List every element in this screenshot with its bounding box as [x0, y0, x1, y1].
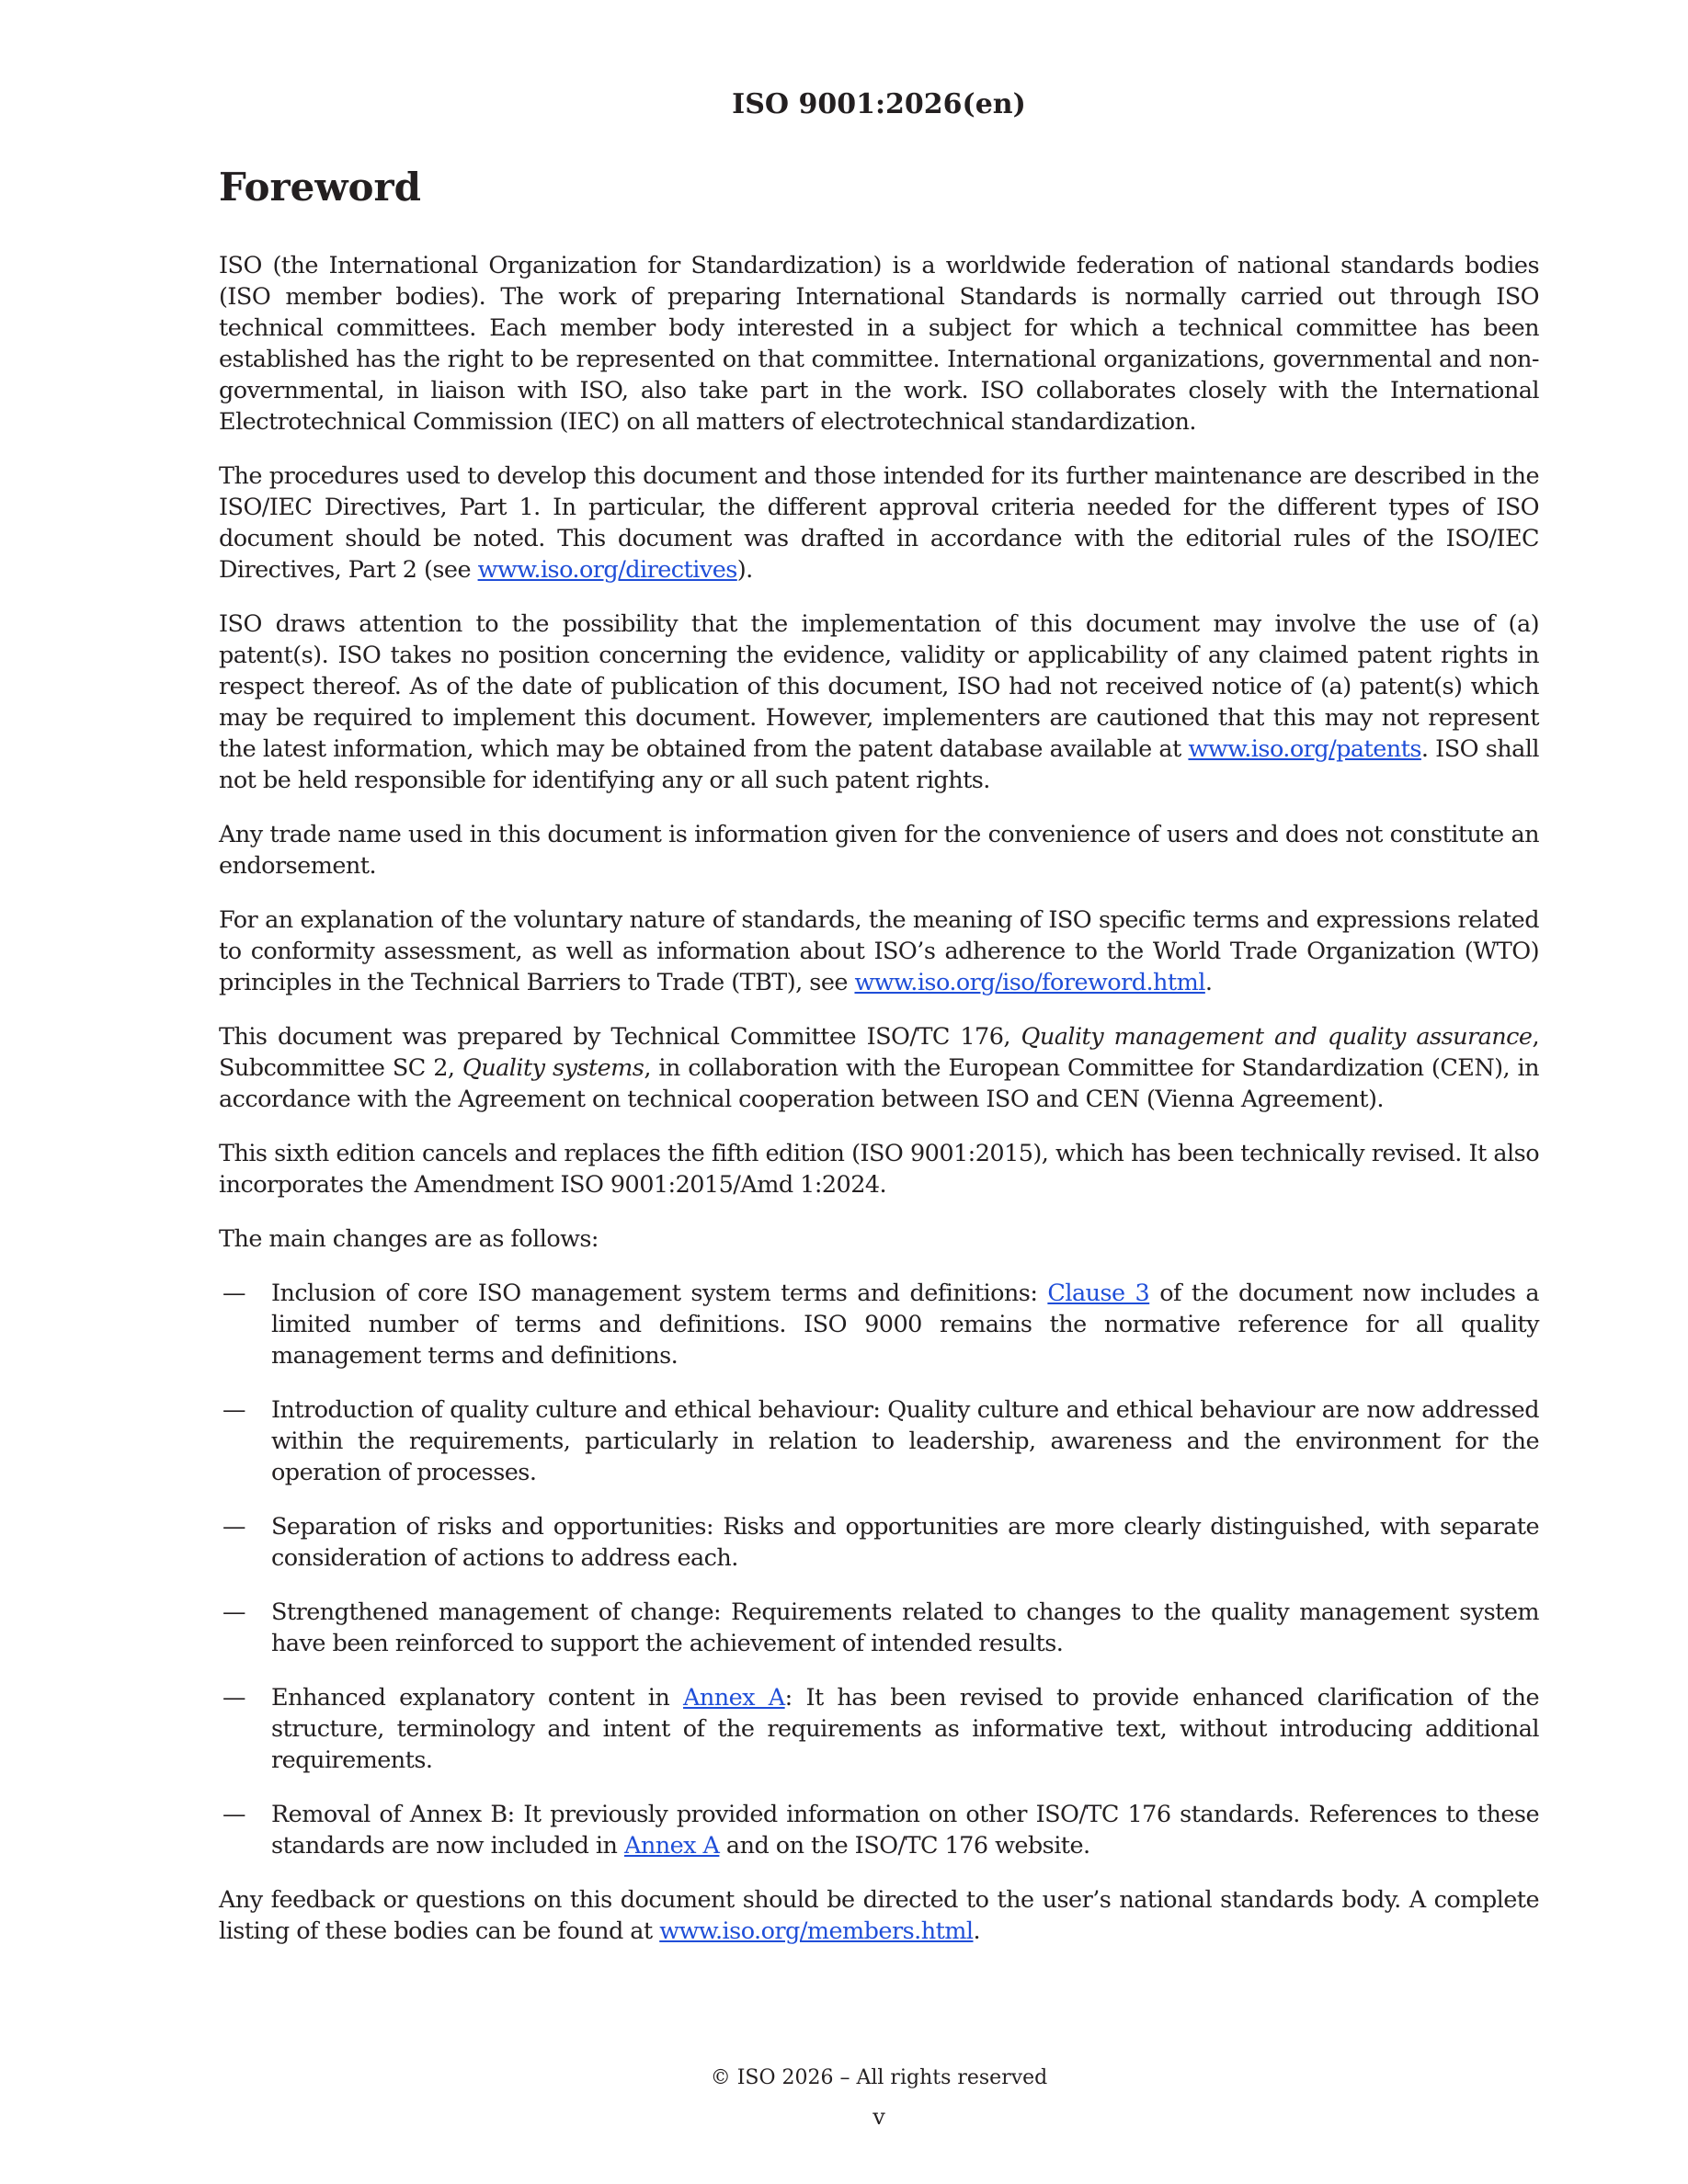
paragraph-prepared-by	[219, 1021, 1539, 1115]
paragraph-iso-intro	[219, 250, 1539, 438]
list-item	[219, 1799, 1539, 1861]
subcommittee-title: Quality systems	[462, 1054, 644, 1082]
paragraph-text: .	[1204, 969, 1213, 996]
foreword-link[interactable]: www.iso.org/iso/foreword.html	[854, 969, 1205, 996]
list-dash: —	[222, 1513, 245, 1541]
paragraph-text: The procedures used to develop this document and those intended for its further maintenance are described in the ISO/IEC Directives, Part 1. In particular, the different approval criteria needed for the different types of ISO document should be noted. This document was drafted in accordance with the editorial rules of the ISO/IEC Directives, Part 2 (see	[219, 462, 1539, 584]
list-item	[219, 1511, 1539, 1574]
list-dash: —	[222, 1598, 245, 1626]
patents-link[interactable]: www.iso.org/patents	[1188, 735, 1421, 763]
list-item-text: Separation of risks and opportunities: Risks and opportunities are more clearly distinguished, with separate consideration of actions to address each.	[271, 1513, 1539, 1572]
paragraph-patents	[219, 609, 1539, 796]
committee-title: Quality management and quality assurance	[1021, 1023, 1533, 1051]
paragraph-text: , Subcommittee SC 2,	[219, 1023, 1539, 1082]
paragraph-procedures	[219, 461, 1539, 586]
list-item-text: Enhanced explanatory content in	[271, 1684, 684, 1712]
paragraph-edition	[219, 1138, 1539, 1200]
list-item-text: Introduction of quality culture and ethical behaviour: Quality culture and ethical behaviour are now addressed within the requirements, particularly in relation to leadership, awareness and the environment for the operation of processes.	[271, 1396, 1539, 1486]
paragraph-text: Any trade name used in this document is information given for the convenience of users and does not constitute an endorsement.	[219, 821, 1539, 880]
list-item-text: Removal of Annex B: It previously provided information on other ISO/TC 176 standards. References to these standards are now included in	[271, 1801, 1539, 1860]
paragraph-text: . ISO shall not be held responsible for identifying any or all such patent rights.	[219, 735, 1539, 794]
paragraph-text: This document was prepared by Technical Committee ISO/TC 176,	[219, 1023, 1021, 1051]
paragraph-text: The main changes are as follows:	[219, 1225, 599, 1253]
directives-link[interactable]: www.iso.org/directives	[477, 556, 737, 584]
page-title: Foreword	[219, 165, 422, 210]
foreword-body	[219, 250, 1539, 1970]
annex-a-link[interactable]: Annex A	[623, 1832, 720, 1860]
page-number: v	[873, 2104, 885, 2130]
list-item-text: and on the ISO/TC 176 website.	[719, 1832, 1090, 1860]
paragraph-text: .	[973, 1917, 981, 1945]
main-changes-list	[219, 1278, 1539, 1861]
paragraph-text: , in collaboration with the European Committee for Standardization (CEN), in accordance with the Agreement on technical cooperation between ISO and CEN (Vienna Agreement).	[219, 1054, 1540, 1113]
list-dash: —	[222, 1396, 245, 1424]
list-item	[219, 1682, 1539, 1776]
paragraph-voluntary-nature	[219, 904, 1539, 998]
list-item-text: Inclusion of core ISO management system terms and definitions:	[271, 1280, 1048, 1307]
list-item-text: : It has been revised to provide enhanced clarification of the structure, terminology and intent of the requirements as informative text, without introducing additional requirements.	[271, 1684, 1539, 1774]
list-item-text: Strengthened management of change: Requirements related to changes to the quality management system have been reinforced to support the achievement of intended results.	[271, 1598, 1539, 1657]
clause-3-link[interactable]: Clause 3	[1047, 1280, 1150, 1307]
paragraph-text: This sixth edition cancels and replaces the fifth edition (ISO 9001:2015), which has been technically revised. It also incorporates the Amendment ISO 9001:2015/Amd 1:2024.	[219, 1140, 1539, 1199]
paragraph-trade-name	[219, 819, 1539, 882]
list-dash: —	[222, 1280, 245, 1307]
list-item	[219, 1597, 1539, 1659]
paragraph-text: ISO draws attention to the possibility that the implementation of this document may involve the use of (a) patent(s). ISO takes no position concerning the evidence, validity or applicability of any claimed patent rights in respect thereof. As of the date of publication of this document, ISO had not received notice of (a) patent(s) which may be required to implement this document. However, implementers are cautioned that this may not represent the latest information, which may be obtained from the patent database available at	[219, 610, 1539, 763]
paragraph-main-changes-intro	[219, 1223, 1539, 1255]
list-dash: —	[222, 1684, 245, 1712]
paragraph-text: For an explanation of the voluntary nature of standards, the meaning of ISO specific terms and expressions related to conformity assessment, as well as information about ISO’s adherence to the World Trade Organization (WTO) principles in the Technical Barriers to Trade (TBT), see	[219, 906, 1539, 996]
document-page	[219, 0, 1539, 2184]
document-id-header: ISO 9001:2026(en)	[732, 88, 1026, 120]
list-item-text: of the document now includes a limited number of terms and definitions. ISO 9000 remains the normative reference for all quality management terms and definitions.	[271, 1280, 1540, 1370]
copyright-footer: © ISO 2026 – All rights reserved	[710, 2066, 1048, 2089]
list-item	[219, 1278, 1539, 1371]
list-dash: —	[222, 1801, 245, 1828]
paragraph-text: Any feedback or questions on this document should be directed to the user’s national standards body. A complete listing of these bodies can be found at	[219, 1886, 1539, 1945]
list-item	[219, 1394, 1539, 1488]
members-link[interactable]: www.iso.org/members.html	[659, 1917, 974, 1945]
annex-a-link[interactable]: Annex A	[683, 1684, 785, 1712]
paragraph-text: ISO (the International Organization for Standardization) is a worldwide federation of national standards bodies (ISO member bodies). The work of preparing International Standards is normally carried out through ISO technical committees. Each member body interested in a subject for which a technical committee has been established has the right to be represented on that committee. International organizations, governmental and non-governmental, in liaison with ISO, also take part in the work. ISO collaborates closely with the International Electrotechnical Commission (IEC) on all matters of electrotechnical standardization.	[219, 252, 1539, 436]
paragraph-text: ).	[736, 556, 753, 584]
paragraph-feedback	[219, 1884, 1539, 1947]
